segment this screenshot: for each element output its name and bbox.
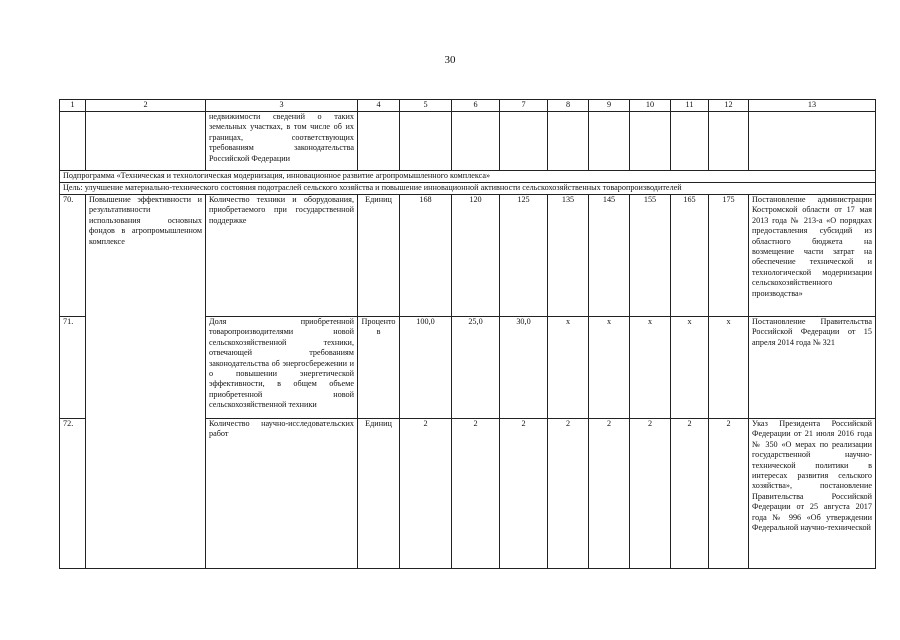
indicator-cell: Количество техники и оборудования, приобретаемого при государственной поддержке [206,195,358,317]
page-number: 30 [444,54,456,66]
header-cell: 11 [671,100,709,112]
value-cell: 175 [709,195,749,317]
cell [548,112,589,171]
goal-row [60,183,876,195]
value-cell: 30,0 [500,317,548,419]
header-cell: 9 [589,100,630,112]
value-cell: 135 [548,195,589,317]
row-number: 71. [60,317,86,419]
indicator-cell: недвижимости сведений о таких земельных участках, в том числе об их границах, соответствующих требованиям законодательства Российской Федерации [206,112,358,171]
value-cell: x [589,317,630,419]
value-cell: 2 [671,419,709,569]
value-cell: x [630,317,671,419]
value-cell: x [709,317,749,419]
indicators-table [59,99,876,569]
cell [589,112,630,171]
basis-cell: Постановление Правительства Российской Федерации от 15 апреля 2014 года № 321 [749,317,876,419]
row-number: 70. [60,195,86,317]
value-cell: 2 [630,419,671,569]
value-cell: 2 [548,419,589,569]
cell [671,112,709,171]
header-cell: 7 [500,100,548,112]
task-cell: Повышение эффективности и результативности использования основных фондов в агропромышленном комплексе [86,195,206,569]
header-cell: 10 [630,100,671,112]
value-cell: 120 [452,195,500,317]
header-cell: 13 [749,100,876,112]
header-cell: 6 [452,100,500,112]
value-cell: 2 [500,419,548,569]
value-cell: 168 [400,195,452,317]
header-cell: 8 [548,100,589,112]
cell [452,112,500,171]
cell [358,112,400,171]
unit-cell: Единиц [358,419,400,569]
header-cell: 3 [206,100,358,112]
subprogram-title: Подпрограмма «Техническая и технологическая модернизация, инновационное развитие агропромышленного комплекса» [60,171,876,183]
value-cell: 100,0 [400,317,452,419]
table-row [60,112,876,171]
cell [60,112,86,171]
value-cell: 2 [589,419,630,569]
unit-cell: Единиц [358,195,400,317]
cell [86,112,206,171]
value-cell: 125 [500,195,548,317]
value-cell: 165 [671,195,709,317]
subprogram-row [60,171,876,183]
indicator-cell: Количество научно-исследовательских работ [206,419,358,569]
value-cell: 155 [630,195,671,317]
value-cell: 25,0 [452,317,500,419]
cell [630,112,671,171]
table-header-row [60,100,876,112]
header-cell: 5 [400,100,452,112]
value-cell: 2 [400,419,452,569]
row-number: 72. [60,419,86,569]
value-cell: 2 [709,419,749,569]
cell [749,112,876,171]
cell [400,112,452,171]
basis-cell: Постановление администрации Костромской области от 17 мая 2013 года № 213-а «О порядках предоставления субсидий из областного бюджета на возмещение части затрат на обеспечение технической и технологической модернизации сельскохозяйственного производства» [749,195,876,317]
value-cell: x [671,317,709,419]
table-row [60,195,876,317]
cell [709,112,749,171]
cell [500,112,548,171]
header-cell: 12 [709,100,749,112]
value-cell: 2 [452,419,500,569]
basis-cell: Указ Президента Российской Федерации от 21 июля 2016 года № 350 «О мерах по реализации государственной научно-технической политики в интересах развития сельского хозяйства», постановление Правительства Российской Федерации от 25 августа 2017 года № 996 «Об утверждении Федеральной научно-технической [749,419,876,569]
header-cell: 1 [60,100,86,112]
indicator-cell: Доля приобретенной товаропроизводителями новой сельскохозяйственной техники, отвечающей требованиям законодательства об энергосбережении и о повышении энергетической эффективности, в общем объеме приобретенной новой сельскохозяйственной техники [206,317,358,419]
goal-text: Цель: улучшение материально-технического состояния подотраслей сельского хозяйства и повышение инновационной активности сельскохозяйственных товаропроизводителей [60,183,876,195]
value-cell: 145 [589,195,630,317]
unit-cell: Процентов [358,317,400,419]
header-cell: 4 [358,100,400,112]
header-cell: 2 [86,100,206,112]
value-cell: x [548,317,589,419]
